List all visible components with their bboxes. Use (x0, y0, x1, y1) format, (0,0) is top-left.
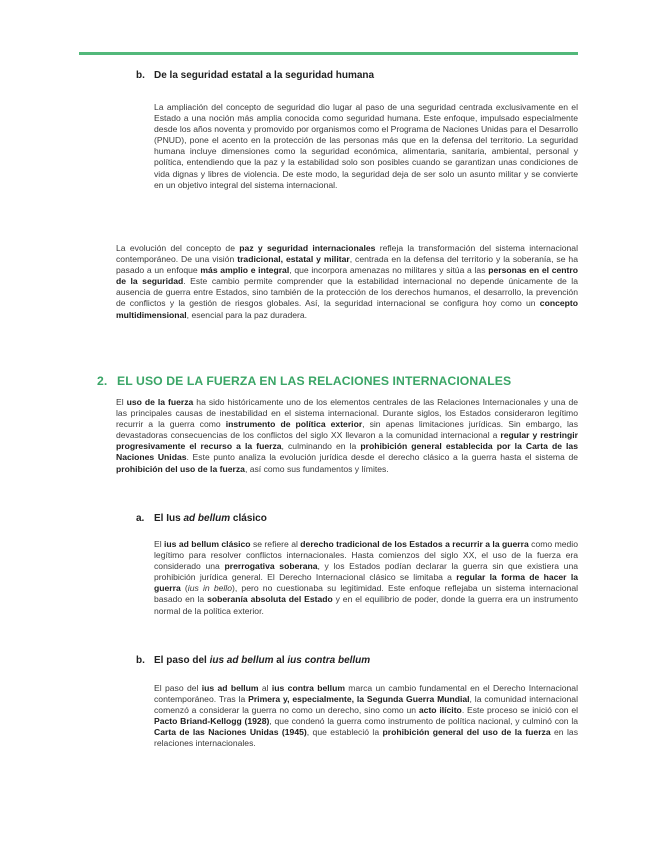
text-run: El (116, 397, 127, 407)
text-run: ), pero no cuestionaba su legitimidad. Este enfoque reflejaba un sistema internacional basado en la (154, 583, 579, 605)
text-run: , centrada en la defensa del territorio y la soberanía, se ha pasado a un enfoque (116, 254, 578, 276)
section-number: 2. (97, 374, 108, 388)
text-run: marca un cambio fundamental en el Derecho Internacional contemporáneo. Tras la (154, 683, 578, 705)
text-run: ha sido históricamente uno de los elementos centrales de las Relaciones Internacionales y una de las principales causas de inestabilidad en el sistema internacional. Durante siglos, los Estados consideraron legítimo recurrir a la guerra como (116, 397, 579, 430)
bold-run: regular y restringir progresivamente el recurso a la fuerza (116, 430, 578, 452)
bold-run: ius contra bellum (271, 683, 345, 693)
bold-run: prohibición general establecida por la Carta de las Naciones Unidas (116, 441, 578, 463)
bold-run: Carta de las Naciones Unidas (1945) (154, 727, 307, 738)
bold-run: prohibición general del uso de la fuerza (382, 727, 551, 738)
italic-run: ad bellum (183, 513, 231, 524)
subsection-a-body (154, 539, 578, 617)
bold-run: acto ilícito (418, 705, 462, 716)
text-run: El paso del (154, 655, 210, 666)
section-2-intro (116, 397, 578, 475)
text-run: , que condenó la guerra como instrumento de política nacional, y culminó con la (269, 716, 579, 727)
summary-section (116, 243, 578, 321)
text-run: . Este punto analiza la evolución jurídica desde el derecho clásico a la guerra hasta el sistema de (186, 452, 579, 463)
text-run: , la comunidad internacional comenzó a considerar la guerra no como un derecho, sino como un (154, 694, 578, 716)
text-run: ( (180, 583, 188, 594)
text-run: El Ius (154, 513, 184, 524)
bold-run: personas en el centro de la seguridad (116, 265, 578, 287)
text-run: refleja la transformación del sistema internacional contemporáneo. De una visión (116, 243, 578, 265)
text-run: El paso del (154, 683, 202, 693)
subsection-a-heading (136, 512, 576, 526)
rich-paragraph (154, 539, 578, 617)
bold-run: Pacto Briand-Kellogg (1928) (154, 716, 270, 727)
rich-title (154, 655, 370, 666)
bold-run: ius ad bellum clásico (164, 539, 251, 549)
italic-run: ius contra bellum (287, 655, 371, 666)
bold-run: tradicional, estatal y militar (237, 254, 350, 265)
rich-paragraph (116, 397, 578, 475)
bold-run: paz y seguridad internacionales (239, 243, 376, 253)
text-run: clásico (230, 513, 267, 524)
text-run: , esencial para la paz duradera. (186, 309, 308, 320)
bold-run: regular la forma de hacer la guerra (154, 572, 578, 594)
text-run: , que incorpora amenazas no militares y sitúa a las (289, 265, 489, 276)
text-run: , así como sus fundamentos y límites. (244, 463, 389, 474)
subsection-title: De la seguridad estatal a la seguridad humana (154, 70, 375, 81)
bold-run: uso de la fuerza (126, 397, 194, 407)
rich-paragraph (116, 243, 578, 321)
text-run: La ampliación del concepto de seguridad dio lugar al paso de una seguridad centrada exclusivamente en el Estado a una noción más amplia conocida como seguridad humana. Este enfoque, impulsado especialmente desde los años noventa y promovido por organismos como el Programa de Naciones Unidas para el Desarrollo (PNUD), pone el acento en la protección de las personas más que en la defensa del territorio. La seguridad humana incluye dimensiones como la seguridad económica, alimentaria, sanitaria, ambiental, personal y política, entendiendo que la paz y la estabilidad solo son posibles cuando se garantizan unas condiciones de vida dignas y libres de violencia. De este modo, la seguridad deja de ser solo un asunto militar y se convierte en un objetivo integral del sistema internacional. (154, 102, 578, 190)
subsection-b-security-body (154, 102, 578, 191)
text-run: , y los Estados podían declarar la guerra sin que existiera una prohibición jurídica general. El Derecho Internacional clásico se limitaba a (154, 561, 579, 583)
bold-run: concepto multidimensional (116, 298, 578, 320)
subsection-label: b. (136, 655, 145, 666)
subsection-b-security-heading (136, 69, 576, 83)
text-run: y en el equilibrio de poder, donde la guerra era un instrumento normal de la política exterior. (154, 594, 579, 616)
subsection-label: b. (136, 70, 145, 81)
rich-paragraph (154, 102, 578, 191)
text-run: al (258, 683, 272, 693)
subsection-b-transition-body (154, 683, 578, 750)
text-run: se refiere al (250, 539, 301, 549)
italic-run: ius ad bellum (209, 655, 274, 666)
bold-run: prerrogativa soberana (224, 561, 318, 572)
text-run: La evolución del concepto de (116, 243, 240, 253)
subsection-b-transition-heading (136, 654, 576, 668)
text-run: . Este cambio permite comprender que la estabilidad internacional no depende únicamente de la ausencia de guerra entre Estados, sino también de la protección de los derechos humanos, el desarrollo, la prevención de conflictos y la gestión de riesgos globales. Así, la seguridad internacional se configura hoy como un (116, 276, 578, 309)
text-run: al (273, 655, 288, 666)
italic-run: ius in bello (187, 583, 232, 594)
text-run: , culminando en la (281, 441, 361, 452)
section-title: EL USO DE LA FUERZA EN LAS RELACIONES INTERNACIONALES (117, 374, 512, 388)
bold-run: instrumento de política exterior (225, 419, 363, 430)
bold-run: ius ad bellum (201, 683, 259, 693)
text-run: en las relaciones internacionales. (154, 727, 578, 749)
text-run: como medio legítimo para resolver conflictos internacionales. Hasta comienzos del siglo XX, el uso de la fuerza era considerado una (154, 539, 578, 572)
section-2-heading (97, 373, 578, 389)
bold-run: derecho tradicional de los Estados a recurrir a la guerra (300, 539, 529, 549)
text-run: El (154, 539, 165, 549)
rich-paragraph (154, 683, 578, 750)
bold-run: soberanía absoluta del Estado (207, 594, 333, 605)
subsection-label: a. (136, 513, 145, 524)
bold-run: prohibición del uso de la fuerza (116, 463, 245, 474)
bold-run: más amplio e integral (200, 265, 290, 276)
text-run: . Este proceso se inició con el (461, 705, 579, 716)
header-rule (79, 52, 578, 55)
bold-run: Primera y, especialmente, la Segunda Guerra Mundial (248, 694, 470, 705)
text-run: , que estableció la (306, 727, 383, 738)
rich-title (154, 513, 267, 524)
text-run: , sin apenas limitaciones jurídicas. Sin embargo, las devastadoras consecuencias de los conflictos del siglo XX llevaron a la comunidad internacional a (116, 419, 579, 441)
